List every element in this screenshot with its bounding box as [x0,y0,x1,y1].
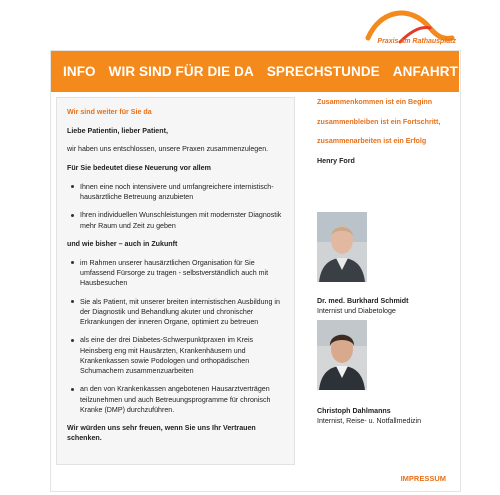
content-box [56,97,295,465]
doctor-name: Christoph Dahlmanns [317,407,391,415]
doctor-caption-schmidt [317,297,457,316]
impressum-link[interactable]: IMPRESSUM [400,474,446,483]
list-item: Sie als Patient, mit unserer breiten internistischen Ausbildung in der Diagnostik und Behandlung akuter und chronischer Erkrankungen der inneren Organe, optimiert zu betreuen [80,297,285,328]
main-nav [51,51,459,92]
list-item: im Rahmen unserer hausärztlichen Organisation für Sie umfassend Fürsorge zu tragen - selbstverständlich auch mit Hausbesuchen [80,258,285,289]
quote-line: Zusammenkommen ist ein Beginn [317,98,433,106]
list-item: an den von Krankenkassen angebotenen Hausarztverträgen teilzunehmen und auch Betreuungsprogramme für chronisch Kranke (DMP) durchzuführen. [80,384,285,415]
subheading-1: Für Sie bedeutet diese Neuerung vor allem [67,164,211,173]
quote-line: zusammenbleiben ist ein Fortschritt, [317,117,441,126]
nav-item-anfahrt[interactable]: ANFAHRT [392,64,458,79]
nav-item-info[interactable]: INFO [63,64,96,79]
doctor-name: Dr. med. Burkhard Schmidt [317,297,409,305]
doctor-photo-schmidt [317,212,367,282]
doctor-title: Internist, Reise- u. Notfallmedizin [317,416,422,425]
closing-text: Wir würden uns sehr freuen, wenn Sie uns Ihr Vertrauen schenken. [67,424,256,443]
content-heading: Wir sind weiter für Sie da [67,108,152,116]
subheading-2: und wie bisher – auch in Zukunft [67,240,178,248]
list-item: Ihnen eine noch intensivere und umfangreichere internistisch-hausärztliche Betreuung anzubieten [80,182,285,202]
benefits-list [67,182,285,231]
list-item: als eine der drei Diabetes-Schwerpunktpraxen im Kreis Heinsberg eng mit Hausärzten, Krankenhäusern und Krankenkassen sowie Podologen und orthopädischen Schumachern zusammenzuarbeiten [80,335,285,376]
intro-text: wir haben uns entschlossen, unsere Praxen zusammenzulegen. [67,145,269,154]
quote-line: zusammenarbeiten ist ein Erfolg [317,137,427,145]
nav-item-wir-sind-fuer-die-da[interactable]: WIR SIND FÜR DIE DA [108,64,254,79]
doctor-caption-dahlmanns [317,407,457,426]
quote-author: Henry Ford [317,156,355,165]
logo-text: Praxis am Rathausplatz [377,38,456,45]
quote-block [317,97,457,175]
list-item: Ihren individuellen Wunschleistungen mit modernster Diagnostik mehr Raum und Zeit zu geben [80,210,285,230]
doctor-title: Internist und Diabetologe [317,306,396,315]
doctor-photo-dahlmanns [317,320,367,390]
continuity-list [67,258,285,415]
nav-item-sprechstunde[interactable]: SPRECHSTUNDE [266,64,380,79]
greeting: Liebe Patientin, lieber Patient, [67,126,168,135]
